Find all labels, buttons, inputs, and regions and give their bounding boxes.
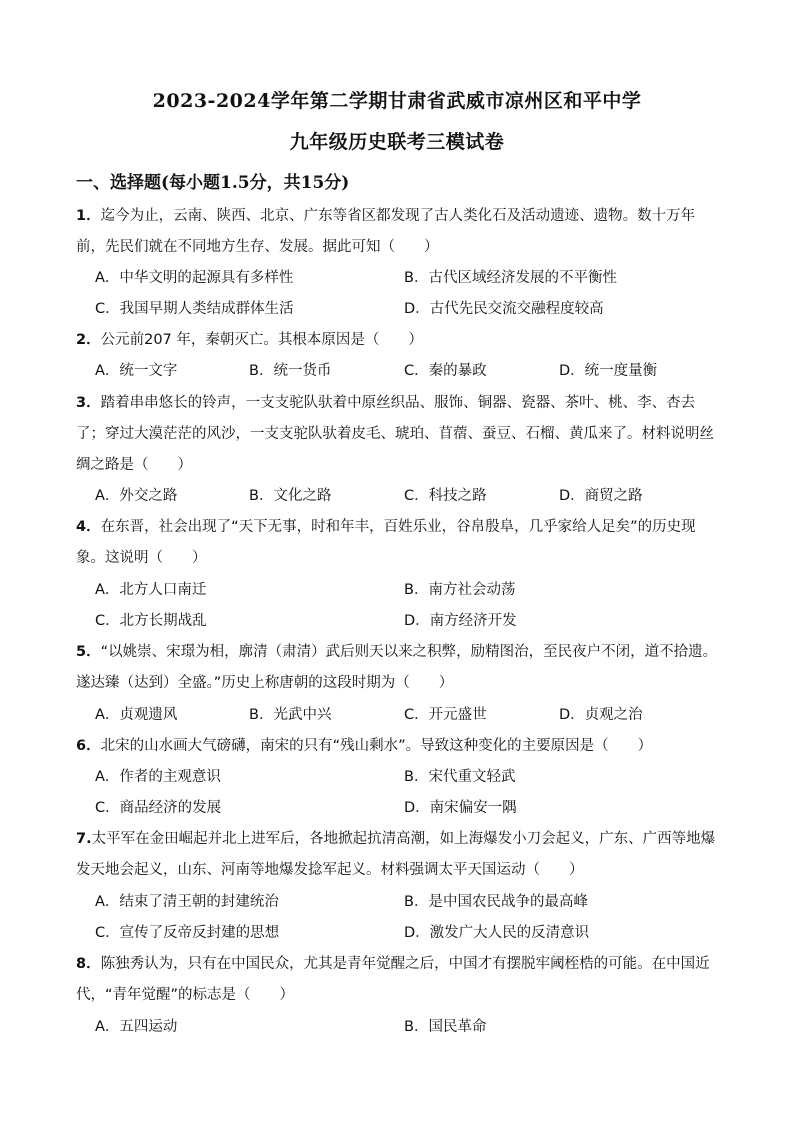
q1-option-b[interactable]: B．古代区域经济发展的不平衡性	[404, 270, 617, 286]
q6-option-a[interactable]: A．作者的主观意识	[95, 769, 221, 785]
q4-option-b[interactable]: B．南方社会动荡	[404, 582, 516, 598]
q8-option-b[interactable]: B．国民革命	[404, 1019, 487, 1035]
q5-option-a[interactable]: A．贞观遗风	[95, 707, 178, 723]
question-6: 6．北宋的山水画大气磅礴，南宋的只有“残山剩水”。导致这种变化的主要原因是（ ）	[76, 738, 653, 754]
q3-option-d[interactable]: D．商贸之路	[559, 488, 643, 504]
question-1: 1．迄今为止，云南、陕西、北京、广东等省区都发现了古人类化石及活动遗迹、遗物。数十万年前，先民们就在不同地方生存、发展。据此可知（ ）	[76, 208, 696, 255]
q1-option-c[interactable]: C．我国早期人类结成群体生活	[95, 301, 294, 317]
question-3: 3．踏着串串悠长的铃声，一支支驼队驮着中原丝织品、服饰、铜器、瓷器、茶叶、桃、李、杏去了；穿过大漠茫茫的风沙，一支支驼队驮着皮毛、琥珀、苜蓿、蚕豆、石榴、黄瓜来了。材料说明丝绸之路是（ ）	[76, 395, 714, 473]
q7-option-a[interactable]: A．结束了清王朝的封建统治	[95, 894, 279, 910]
q6-option-c[interactable]: C．商品经济的发展	[95, 800, 222, 816]
q5-option-d[interactable]: D．贞观之治	[559, 707, 643, 723]
q2-option-b[interactable]: B．统一货币	[249, 363, 332, 379]
q4-option-a[interactable]: A．北方人口南迁	[95, 582, 207, 598]
q2-option-d[interactable]: D．统一度量衡	[559, 363, 658, 379]
q6-option-d[interactable]: D．南宋偏安一隅	[404, 800, 517, 816]
q7-option-d[interactable]: D．激发广大人民的反清意识	[404, 925, 590, 941]
section-heading: 一、选择题(每小题1.5分，共15分)	[76, 173, 350, 193]
q3-option-b[interactable]: B．文化之路	[249, 488, 332, 504]
exam-title-line2: 九年级历史联考三模试卷	[289, 131, 505, 153]
question-4: 4．在东晋，社会出现了“天下无事，时和年丰，百姓乐业，谷帛殷阜，几乎家给人足矣”的历史现象。这说明（ ）	[76, 519, 696, 566]
q3-option-c[interactable]: C．科技之路	[404, 488, 487, 504]
q7-option-b[interactable]: B．是中国农民战争的最高峰	[404, 894, 588, 910]
q5-option-b[interactable]: B．光武中兴	[249, 707, 332, 723]
q1-option-d[interactable]: D．古代先民交流交融程度较高	[404, 301, 604, 317]
q4-option-d[interactable]: D．南方经济开发	[404, 613, 517, 629]
q4-option-c[interactable]: C．北方长期战乱	[95, 613, 207, 629]
question-8: 8．陈独秀认为，只有在中国民众，尤其是青年觉醒之后，中国才有摆脱牢阈桎梏的可能。在中国近代，“青年觉醒”的标志是（ ）	[76, 956, 710, 1003]
q3-option-a[interactable]: A．外交之路	[95, 488, 178, 504]
q2-option-a[interactable]: A．统一文字	[95, 363, 178, 379]
q5-option-c[interactable]: C．开元盛世	[404, 707, 487, 723]
q1-option-a[interactable]: A．中华文明的起源具有多样性	[95, 270, 294, 286]
question-5: 5．“以姚崇、宋璟为相，廓清（肃清）武后则天以来之积弊，励精图治，至民夜户不闭，道不拾遗。遂达臻（达到）全盛。”历史上称唐朝的这段时期为（ ）	[76, 644, 718, 691]
exam-title-line1: 2023-2024学年第二学期甘肃省武威市凉州区和平中学	[152, 90, 642, 112]
q8-option-a[interactable]: A．五四运动	[95, 1019, 178, 1035]
q6-option-b[interactable]: B．宋代重文轻武	[404, 769, 516, 785]
question-2: 2．公元前207 年，秦朝灭亡。其根本原因是（ ）	[76, 332, 423, 348]
q7-option-c[interactable]: C．宣传了反帝反封建的思想	[95, 925, 280, 941]
question-7: 7.太平军在金田崛起并北上进军后，各地掀起抗清高潮，如上海爆发小刀会起义，广东、广西等地爆发天地会起义，山东、河南等地爆发捻军起义。材料强调太平天国运动（ ）	[76, 831, 716, 878]
q2-option-c[interactable]: C．秦的暴政	[404, 363, 487, 379]
